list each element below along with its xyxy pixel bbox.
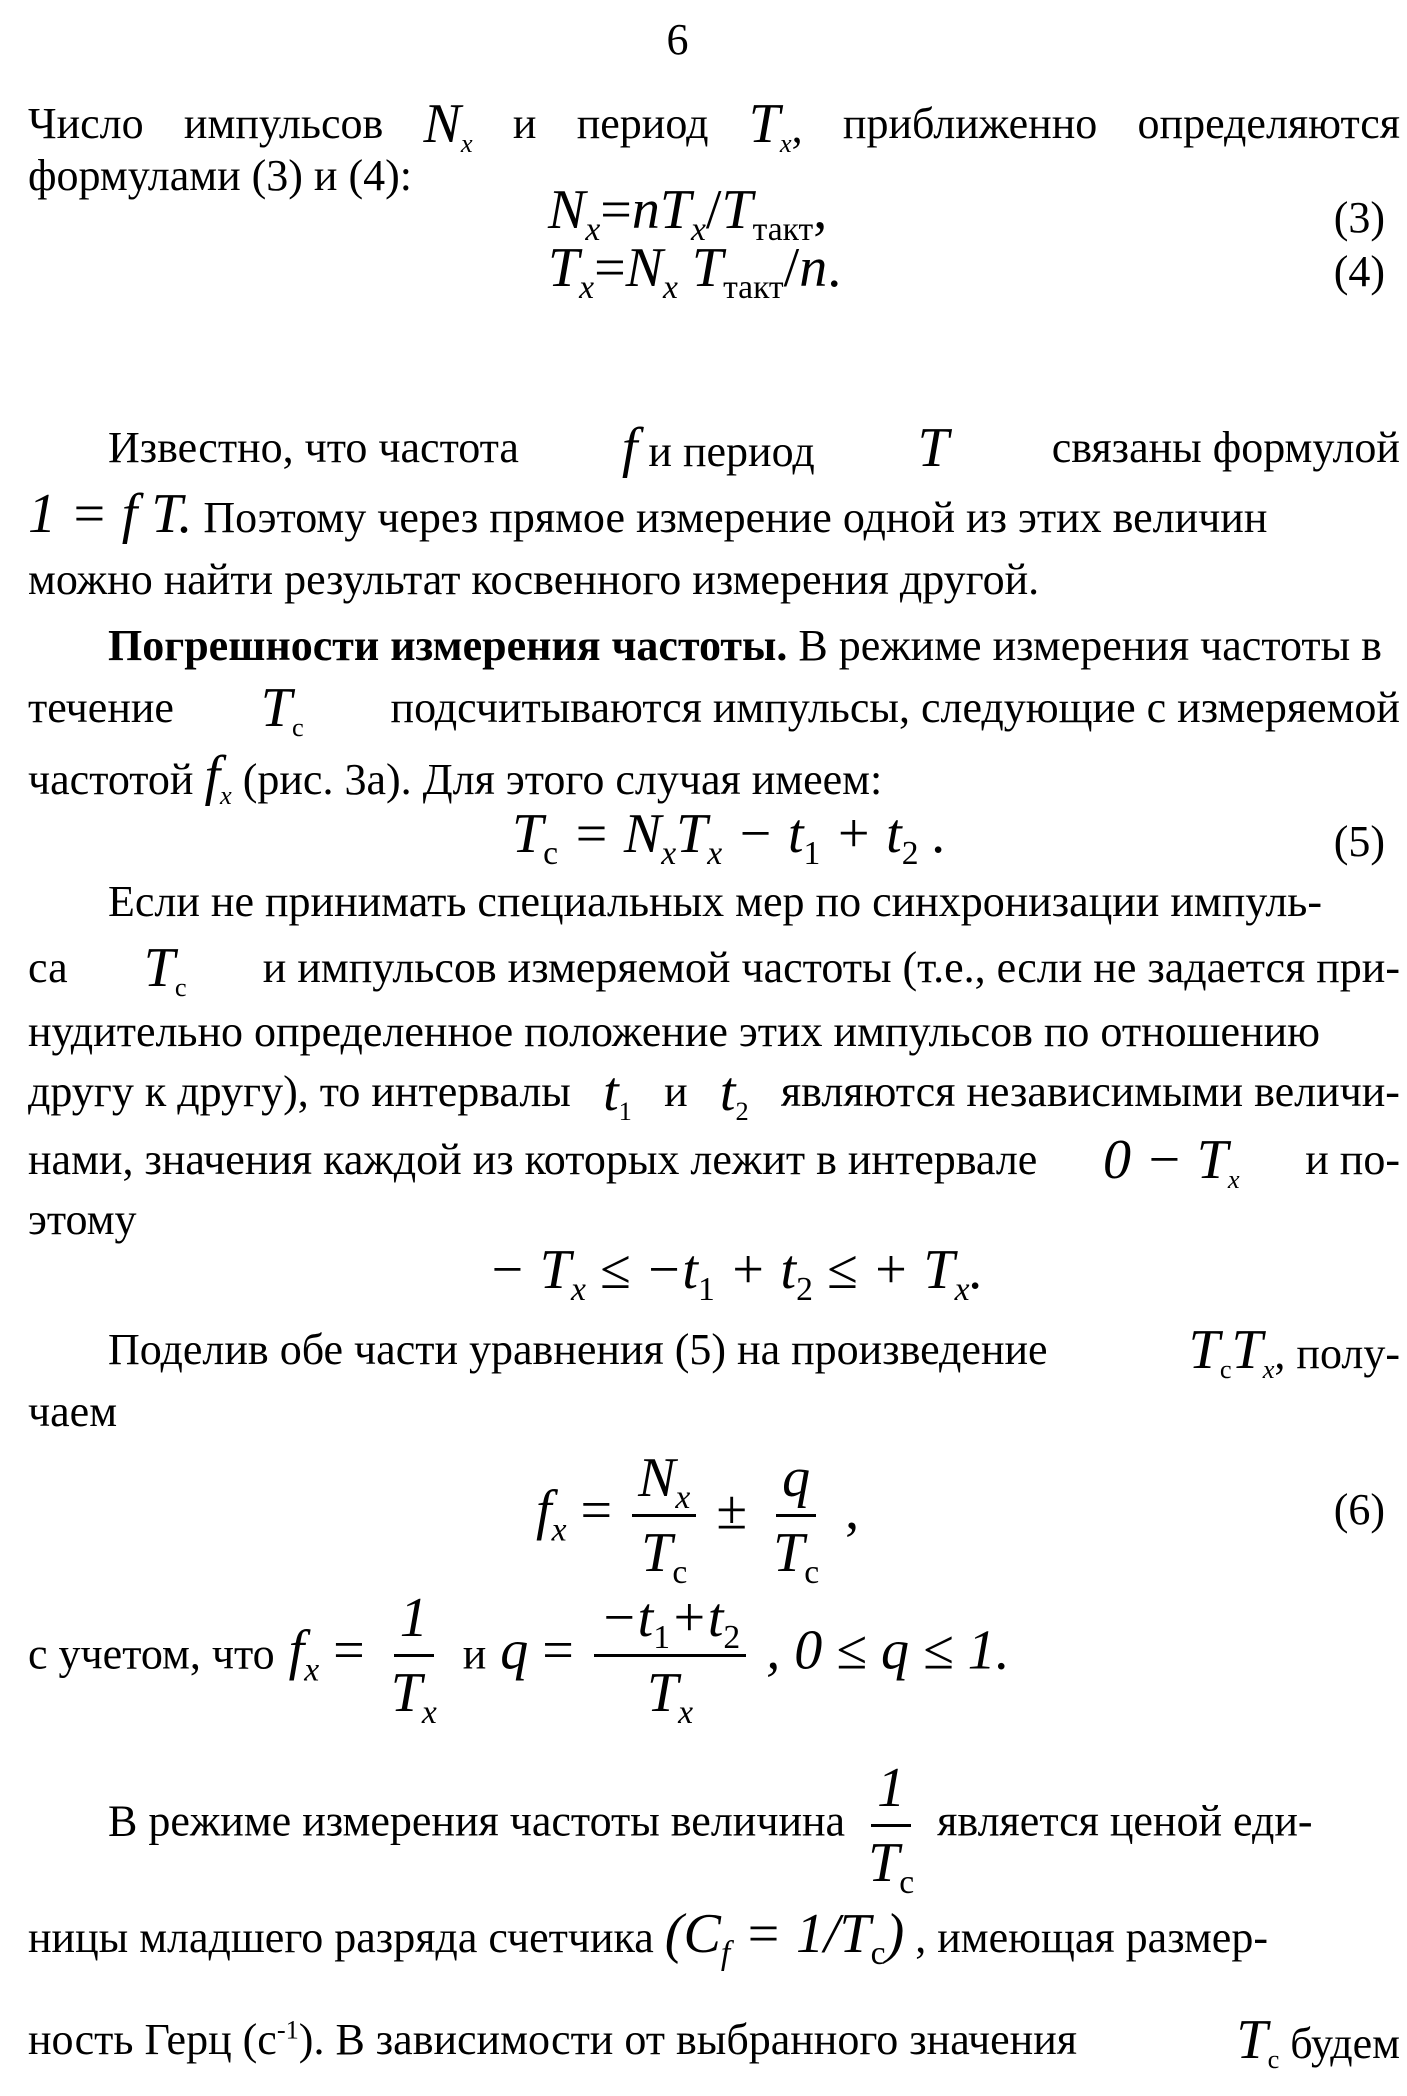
inequality: − $T_x \le -t_1 + t_2$ ≤ + $T_x$. bbox=[488, 1239, 984, 1309]
section-heading: Погрешности измерения частоты. bbox=[108, 621, 788, 670]
word: приближенно bbox=[842, 99, 1098, 148]
paragraph-2-line-3: можно найти результат косвенного измерения другой. bbox=[28, 555, 1040, 604]
paragraph-5-line-2: чаем bbox=[28, 1387, 118, 1436]
relation-line: с учетом, что $f_x$ = $\frac{1}{T_x}$ и q = $\frac{-t_1+t_2}{T_x}$ , 0 ≤ q ≤ 1. bbox=[28, 1587, 1010, 1732]
paragraph-7-line-1: В режиме измерения частоты величина $\frac{1}{T_c}$ является ценой еди- bbox=[108, 1757, 1313, 1902]
equation-3-number: (3) bbox=[1333, 193, 1385, 242]
paragraph-4-line-4: другу к другу), то интервалы $t_1$ и $t_2$ являются независимыми величи- bbox=[28, 1061, 1400, 1126]
symbol-Nx: $N_x$ bbox=[423, 93, 473, 158]
fraction-t-over-Tx: $\frac{-t_1+t_2}{T_x}$ bbox=[594, 1586, 746, 1725]
equation-4-number: (4) bbox=[1333, 247, 1385, 296]
equation-4: $T_x=N_x$ $T_{такт}/n$. bbox=[548, 237, 842, 307]
equation-3: $N_x=nT_x/T_{такт}$, bbox=[548, 179, 828, 249]
paragraph-2-line-2: 1 = f T. Поэтому через прямое измерение одной из этих величин bbox=[28, 483, 1268, 545]
paragraph-4-line-6: этому bbox=[28, 1195, 137, 1244]
paragraph-4-line-1: Если не принимать специальных мер по синхронизации импуль- bbox=[108, 877, 1323, 926]
word: период bbox=[576, 99, 709, 148]
paragraph-1-line-2: формулами (3) и (4): bbox=[28, 151, 413, 200]
paragraph-4-line-2: са $T_c$ и импульсов измеряемой частоты (т.е., если не задается при- bbox=[28, 937, 1400, 1002]
paragraph-3-line-3: частотой $f_x$ (рис. 3а). Для этого случая имеем: bbox=[28, 745, 883, 810]
word: Число bbox=[28, 99, 144, 148]
paragraph-4-line-5: нами, значения каждой из которых лежит в интервале $0 - T_x$ и по- bbox=[28, 1129, 1400, 1194]
paragraph-3-line-1: Погрешности измерения частоты. В режиме измерения частоты в bbox=[108, 621, 1382, 670]
word: импульсов bbox=[183, 99, 384, 148]
paragraph-7-line-2: ницы младшего разряда счетчика $(C_f = 1/T_c)$ , имеющая размер- bbox=[28, 1903, 1268, 1973]
word: определяются bbox=[1137, 99, 1400, 148]
word: и bbox=[512, 99, 537, 148]
paragraph-3-line-2: течение $T_c$ подсчитываются импульсы, следующие с измеряемой bbox=[28, 677, 1400, 742]
paragraph-2-line-1: Известно, что частота f и период T связаны формулой bbox=[108, 417, 1400, 479]
paragraph-5-line-1: Поделив обе части уравнения (5) на произведение $T_cT_x$, полу- bbox=[108, 1319, 1400, 1384]
equation-6: $f_x$ = $\frac{N_x}{T_c}$ ± $\frac{q}{T_c}$ , bbox=[536, 1447, 860, 1592]
fraction-q-over-Tc: $\frac{q}{T_c}$ bbox=[773, 1447, 820, 1592]
fraction-Nx-over-Tc: $\frac{N_x}{T_c}$ bbox=[632, 1446, 696, 1585]
equation-5-number: (5) bbox=[1333, 817, 1385, 866]
fraction-1-over-Tx: $\frac{1}{T_x}$ bbox=[390, 1587, 437, 1732]
symbol-Tx: $T_x$, bbox=[748, 93, 803, 158]
paragraph-4-line-3: нудительно определенное положение этих импульсов по отношению bbox=[28, 1007, 1321, 1056]
paragraph-7-line-3: ность Герц $(с^{-1})$. В зависимости от выбранного значения $T_c$ будем bbox=[28, 2009, 1400, 2074]
equation-6-number: (6) bbox=[1333, 1485, 1385, 1534]
equation-5: $T_c = N_xT_x - t_1 + t_2$ . bbox=[512, 803, 947, 873]
fraction-1-over-Tc: $\frac{1}{T_c}$ bbox=[868, 1757, 915, 1902]
page-number: 6 bbox=[666, 15, 689, 64]
